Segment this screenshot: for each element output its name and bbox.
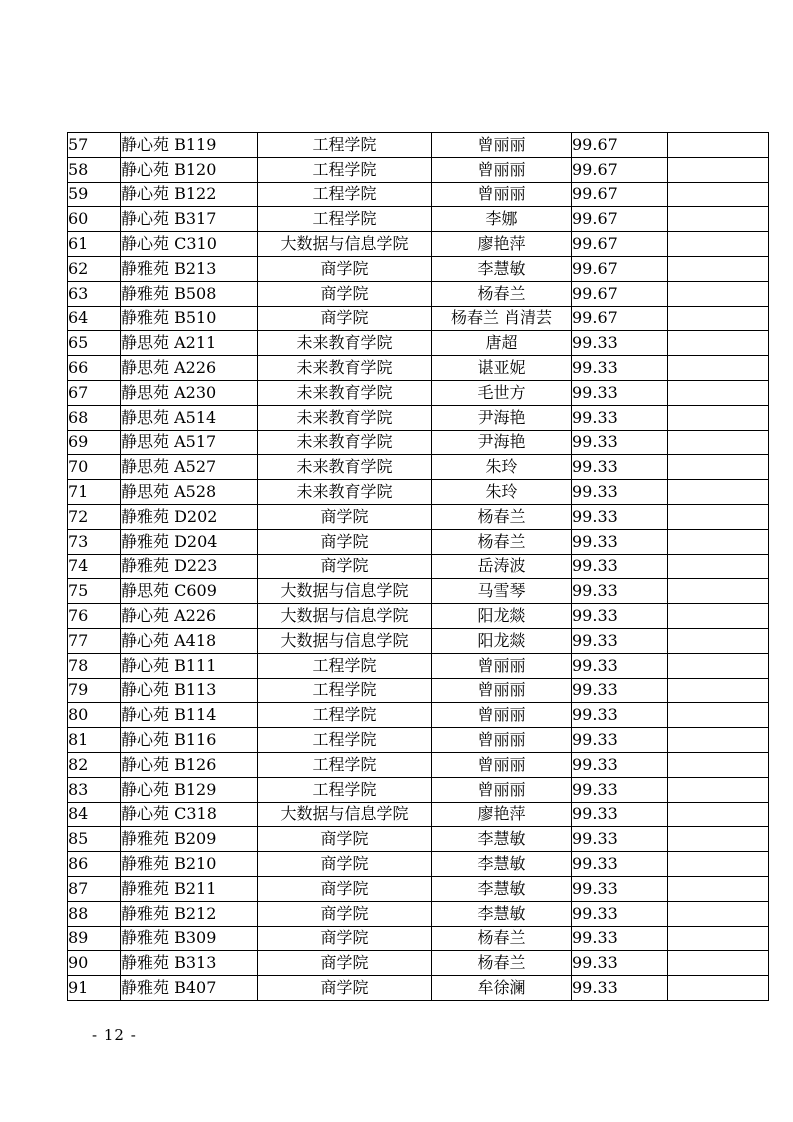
note-cell: [668, 678, 769, 703]
dorm-room-cell: 静思苑 A517: [121, 430, 258, 455]
score-cell: 99.67: [572, 207, 668, 232]
teacher-cell: 朱玲: [432, 480, 572, 505]
table-row: [68, 951, 769, 976]
teacher-cell: 杨春兰 肖清芸: [432, 306, 572, 331]
dorm-room-cell: 静思苑 A211: [121, 331, 258, 356]
row-number-cell: 67: [68, 380, 121, 405]
college-cell: 工程学院: [258, 678, 432, 703]
note-cell: [668, 827, 769, 852]
table-row: [68, 455, 769, 480]
college-cell: 商学院: [258, 926, 432, 951]
note-cell: [668, 356, 769, 381]
table-row: [68, 678, 769, 703]
note-cell: [668, 182, 769, 207]
dorm-room-cell: 静思苑 A514: [121, 405, 258, 430]
college-cell: 未来教育学院: [258, 331, 432, 356]
table-row: [68, 876, 769, 901]
score-cell: 99.33: [572, 430, 668, 455]
table-row: [68, 356, 769, 381]
dorm-room-cell: 静心苑 C310: [121, 232, 258, 257]
row-number-cell: 79: [68, 678, 121, 703]
teacher-cell: 阳龙燚: [432, 604, 572, 629]
teacher-cell: 曾丽丽: [432, 653, 572, 678]
table-row: [68, 976, 769, 1001]
teacher-cell: 曾丽丽: [432, 777, 572, 802]
note-cell: [668, 976, 769, 1001]
teacher-cell: 李慧敏: [432, 256, 572, 281]
row-number-cell: 59: [68, 182, 121, 207]
row-number-cell: 91: [68, 976, 121, 1001]
table-row: [68, 901, 769, 926]
note-cell: [668, 901, 769, 926]
score-cell: 99.33: [572, 529, 668, 554]
score-cell: 99.67: [572, 182, 668, 207]
table-row: [68, 133, 769, 158]
row-number-cell: 82: [68, 752, 121, 777]
dorm-room-cell: 静雅苑 B209: [121, 827, 258, 852]
dorm-room-cell: 静心苑 A226: [121, 604, 258, 629]
table-row: [68, 728, 769, 753]
dorm-room-cell: 静心苑 B119: [121, 133, 258, 158]
note-cell: [668, 455, 769, 480]
note-cell: [668, 852, 769, 877]
score-cell: 99.33: [572, 728, 668, 753]
college-cell: 工程学院: [258, 653, 432, 678]
note-cell: [668, 628, 769, 653]
score-cell: 99.33: [572, 827, 668, 852]
table-row: [68, 752, 769, 777]
table-row: [68, 802, 769, 827]
table-row: [68, 653, 769, 678]
note-cell: [668, 232, 769, 257]
dorm-room-cell: 静雅苑 B210: [121, 852, 258, 877]
dorm-room-cell: 静雅苑 B407: [121, 976, 258, 1001]
row-number-cell: 75: [68, 579, 121, 604]
teacher-cell: 杨春兰: [432, 504, 572, 529]
teacher-cell: 朱玲: [432, 455, 572, 480]
college-cell: 工程学院: [258, 728, 432, 753]
note-cell: [668, 306, 769, 331]
score-cell: 99.33: [572, 926, 668, 951]
row-number-cell: 60: [68, 207, 121, 232]
row-number-cell: 84: [68, 802, 121, 827]
score-cell: 99.33: [572, 901, 668, 926]
college-cell: 工程学院: [258, 207, 432, 232]
college-cell: 商学院: [258, 256, 432, 281]
row-number-cell: 85: [68, 827, 121, 852]
teacher-cell: 尹海艳: [432, 405, 572, 430]
dorm-room-cell: 静心苑 B129: [121, 777, 258, 802]
row-number-cell: 89: [68, 926, 121, 951]
note-cell: [668, 579, 769, 604]
note-cell: [668, 604, 769, 629]
college-cell: 商学院: [258, 306, 432, 331]
row-number-cell: 72: [68, 504, 121, 529]
teacher-cell: 岳涛波: [432, 554, 572, 579]
teacher-cell: 曾丽丽: [432, 133, 572, 158]
teacher-cell: 谌亚妮: [432, 356, 572, 381]
note-cell: [668, 951, 769, 976]
college-cell: 未来教育学院: [258, 430, 432, 455]
college-cell: 商学院: [258, 901, 432, 926]
table-row: [68, 207, 769, 232]
row-number-cell: 68: [68, 405, 121, 430]
teacher-cell: 李慧敏: [432, 827, 572, 852]
teacher-cell: 曾丽丽: [432, 678, 572, 703]
dorm-room-cell: 静雅苑 B508: [121, 281, 258, 306]
teacher-cell: 廖艳萍: [432, 232, 572, 257]
table-row: [68, 777, 769, 802]
table-row: [68, 926, 769, 951]
score-cell: 99.33: [572, 356, 668, 381]
table-body: [68, 133, 769, 1001]
note-cell: [668, 380, 769, 405]
row-number-cell: 86: [68, 852, 121, 877]
note-cell: [668, 554, 769, 579]
college-cell: 商学院: [258, 827, 432, 852]
college-cell: 未来教育学院: [258, 480, 432, 505]
note-cell: [668, 157, 769, 182]
note-cell: [668, 703, 769, 728]
college-cell: 商学院: [258, 876, 432, 901]
score-cell: 99.33: [572, 678, 668, 703]
row-number-cell: 61: [68, 232, 121, 257]
note-cell: [668, 504, 769, 529]
score-cell: 99.33: [572, 405, 668, 430]
note-cell: [668, 802, 769, 827]
dorm-room-cell: 静心苑 B116: [121, 728, 258, 753]
college-cell: 大数据与信息学院: [258, 232, 432, 257]
row-number-cell: 76: [68, 604, 121, 629]
table-row: [68, 852, 769, 877]
teacher-cell: 尹海艳: [432, 430, 572, 455]
dormitory-score-table: [67, 132, 769, 1001]
row-number-cell: 88: [68, 901, 121, 926]
score-cell: 99.33: [572, 554, 668, 579]
teacher-cell: 马雪琴: [432, 579, 572, 604]
page-number: - 12 -: [92, 1026, 137, 1044]
teacher-cell: 李慧敏: [432, 876, 572, 901]
score-cell: 99.33: [572, 852, 668, 877]
score-cell: 99.33: [572, 628, 668, 653]
table-row: [68, 256, 769, 281]
note-cell: [668, 133, 769, 158]
dorm-room-cell: 静心苑 B317: [121, 207, 258, 232]
score-cell: 99.67: [572, 281, 668, 306]
table-row: [68, 504, 769, 529]
note-cell: [668, 728, 769, 753]
row-number-cell: 62: [68, 256, 121, 281]
college-cell: 工程学院: [258, 157, 432, 182]
note-cell: [668, 331, 769, 356]
teacher-cell: 李娜: [432, 207, 572, 232]
table-row: [68, 480, 769, 505]
dorm-room-cell: 静雅苑 B212: [121, 901, 258, 926]
score-cell: 99.33: [572, 604, 668, 629]
table-row: [68, 604, 769, 629]
score-cell: 99.33: [572, 703, 668, 728]
note-cell: [668, 256, 769, 281]
dorm-room-cell: 静心苑 C318: [121, 802, 258, 827]
score-cell: 99.33: [572, 380, 668, 405]
score-cell: 99.33: [572, 777, 668, 802]
dorm-room-cell: 静雅苑 D223: [121, 554, 258, 579]
table-row: [68, 281, 769, 306]
teacher-cell: 曾丽丽: [432, 157, 572, 182]
teacher-cell: 李慧敏: [432, 852, 572, 877]
table-row: [68, 827, 769, 852]
note-cell: [668, 752, 769, 777]
note-cell: [668, 430, 769, 455]
row-number-cell: 70: [68, 455, 121, 480]
row-number-cell: 57: [68, 133, 121, 158]
college-cell: 未来教育学院: [258, 405, 432, 430]
score-cell: 99.33: [572, 653, 668, 678]
teacher-cell: 李慧敏: [432, 901, 572, 926]
row-number-cell: 73: [68, 529, 121, 554]
note-cell: [668, 529, 769, 554]
college-cell: 商学院: [258, 554, 432, 579]
college-cell: 大数据与信息学院: [258, 802, 432, 827]
score-cell: 99.67: [572, 157, 668, 182]
row-number-cell: 74: [68, 554, 121, 579]
row-number-cell: 64: [68, 306, 121, 331]
college-cell: 工程学院: [258, 182, 432, 207]
teacher-cell: 牟徐澜: [432, 976, 572, 1001]
score-cell: 99.67: [572, 306, 668, 331]
college-cell: 商学院: [258, 281, 432, 306]
note-cell: [668, 207, 769, 232]
row-number-cell: 90: [68, 951, 121, 976]
teacher-cell: 杨春兰: [432, 529, 572, 554]
college-cell: 未来教育学院: [258, 356, 432, 381]
note-cell: [668, 653, 769, 678]
dorm-room-cell: 静雅苑 B211: [121, 876, 258, 901]
row-number-cell: 63: [68, 281, 121, 306]
score-cell: 99.33: [572, 579, 668, 604]
row-number-cell: 71: [68, 480, 121, 505]
dorm-room-cell: 静心苑 B114: [121, 703, 258, 728]
teacher-cell: 曾丽丽: [432, 728, 572, 753]
dorm-room-cell: 静思苑 A528: [121, 480, 258, 505]
dorm-room-cell: 静雅苑 B309: [121, 926, 258, 951]
teacher-cell: 杨春兰: [432, 951, 572, 976]
college-cell: 工程学院: [258, 752, 432, 777]
score-cell: 99.33: [572, 802, 668, 827]
dorm-room-cell: 静心苑 B122: [121, 182, 258, 207]
score-cell: 99.67: [572, 133, 668, 158]
row-number-cell: 81: [68, 728, 121, 753]
score-cell: 99.33: [572, 876, 668, 901]
dorm-room-cell: 静思苑 A527: [121, 455, 258, 480]
college-cell: 工程学院: [258, 703, 432, 728]
row-number-cell: 69: [68, 430, 121, 455]
note-cell: [668, 480, 769, 505]
college-cell: 商学院: [258, 951, 432, 976]
table-row: [68, 331, 769, 356]
note-cell: [668, 405, 769, 430]
college-cell: 商学院: [258, 976, 432, 1001]
score-cell: 99.33: [572, 331, 668, 356]
teacher-cell: 阳龙燚: [432, 628, 572, 653]
table-row: [68, 380, 769, 405]
college-cell: 商学院: [258, 504, 432, 529]
table-row: [68, 628, 769, 653]
teacher-cell: 杨春兰: [432, 926, 572, 951]
dorm-room-cell: 静心苑 B120: [121, 157, 258, 182]
table-row: [68, 554, 769, 579]
table-row: [68, 579, 769, 604]
college-cell: 大数据与信息学院: [258, 579, 432, 604]
college-cell: 大数据与信息学院: [258, 604, 432, 629]
note-cell: [668, 281, 769, 306]
teacher-cell: 曾丽丽: [432, 703, 572, 728]
dorm-room-cell: 静雅苑 B510: [121, 306, 258, 331]
college-cell: 大数据与信息学院: [258, 628, 432, 653]
score-cell: 99.67: [572, 256, 668, 281]
dorm-room-cell: 静心苑 B126: [121, 752, 258, 777]
college-cell: 工程学院: [258, 133, 432, 158]
row-number-cell: 83: [68, 777, 121, 802]
note-cell: [668, 777, 769, 802]
table-row: [68, 529, 769, 554]
score-cell: 99.33: [572, 752, 668, 777]
dorm-room-cell: 静思苑 A230: [121, 380, 258, 405]
row-number-cell: 65: [68, 331, 121, 356]
table-row: [68, 405, 769, 430]
table-row: [68, 430, 769, 455]
college-cell: 未来教育学院: [258, 455, 432, 480]
dorm-room-cell: 静雅苑 B213: [121, 256, 258, 281]
college-cell: 商学院: [258, 529, 432, 554]
dorm-room-cell: 静思苑 A226: [121, 356, 258, 381]
teacher-cell: 杨春兰: [432, 281, 572, 306]
college-cell: 商学院: [258, 852, 432, 877]
score-cell: 99.67: [572, 232, 668, 257]
dorm-room-cell: 静雅苑 B313: [121, 951, 258, 976]
dorm-room-cell: 静雅苑 D204: [121, 529, 258, 554]
college-cell: 工程学院: [258, 777, 432, 802]
score-cell: 99.33: [572, 455, 668, 480]
college-cell: 未来教育学院: [258, 380, 432, 405]
dorm-room-cell: 静心苑 A418: [121, 628, 258, 653]
table-row: [68, 232, 769, 257]
score-cell: 99.33: [572, 951, 668, 976]
teacher-cell: 廖艳萍: [432, 802, 572, 827]
dorm-room-cell: 静心苑 B111: [121, 653, 258, 678]
row-number-cell: 87: [68, 876, 121, 901]
row-number-cell: 66: [68, 356, 121, 381]
row-number-cell: 80: [68, 703, 121, 728]
row-number-cell: 58: [68, 157, 121, 182]
teacher-cell: 曾丽丽: [432, 182, 572, 207]
dorm-room-cell: 静雅苑 D202: [121, 504, 258, 529]
dorm-room-cell: 静思苑 C609: [121, 579, 258, 604]
teacher-cell: 唐超: [432, 331, 572, 356]
row-number-cell: 77: [68, 628, 121, 653]
score-cell: 99.33: [572, 504, 668, 529]
table-row: [68, 306, 769, 331]
teacher-cell: 毛世方: [432, 380, 572, 405]
table-row: [68, 703, 769, 728]
note-cell: [668, 876, 769, 901]
teacher-cell: 曾丽丽: [432, 752, 572, 777]
score-cell: 99.33: [572, 976, 668, 1001]
table-row: [68, 182, 769, 207]
score-cell: 99.33: [572, 480, 668, 505]
dorm-room-cell: 静心苑 B113: [121, 678, 258, 703]
note-cell: [668, 926, 769, 951]
table-row: [68, 157, 769, 182]
row-number-cell: 78: [68, 653, 121, 678]
